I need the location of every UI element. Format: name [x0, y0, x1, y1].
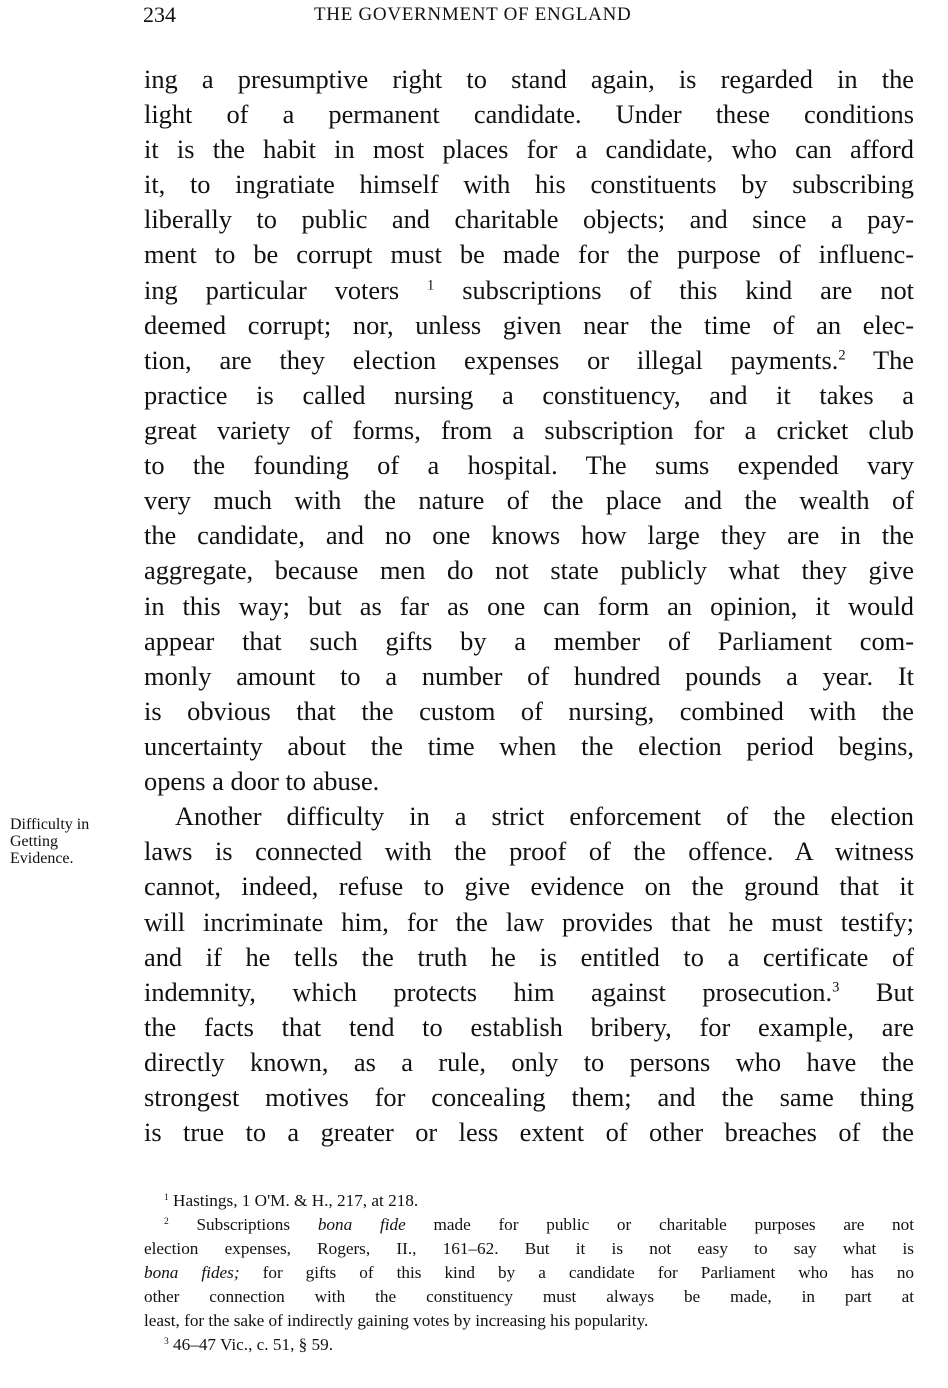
- text-line: very much with the nature of the place and the wealth of: [144, 485, 914, 515]
- footnote-text: 46–47 Vic., c. 51, § 59.: [173, 1335, 334, 1354]
- footnote-line: least, for the sake of indirectly gaining votes by increasing his popularity.: [144, 1311, 649, 1330]
- footnote-mark: 3: [164, 1336, 169, 1347]
- text-line: practice is called nursing a constituency, and it takes a: [144, 380, 914, 410]
- text-line: appear that such gifts by a member of Parliament com-: [144, 626, 914, 656]
- text-line: is true to a greater or less extent of other breaches of the: [144, 1117, 914, 1147]
- text-line: cannot, indeed, refuse to give evidence on the ground that it: [144, 871, 914, 901]
- text-line: light of a permanent candidate. Under these conditions: [144, 99, 914, 129]
- text-line: liberally to public and charitable objects; and since a pay-: [144, 204, 914, 234]
- text-line: ment to be corrupt must be made for the purpose of influenc-: [144, 239, 914, 269]
- footnote-text: Hastings, 1 O'M. & H., 217, at 218.: [173, 1191, 419, 1210]
- text-line: opens a door to abuse.: [144, 766, 380, 796]
- text-line: the facts that tend to establish bribery, for example, are: [144, 1012, 914, 1042]
- footnote-line: [144, 1264, 914, 1281]
- text-line: great variety of forms, from a subscription for a cricket club: [144, 415, 914, 445]
- text-line: aggregate, because men do not state publicly what they give: [144, 555, 914, 585]
- footnote-ref: 1: [427, 277, 435, 294]
- margin-note-line: Getting: [10, 833, 58, 850]
- text-line: laws is connected with the proof of the offence. A witness: [144, 836, 914, 866]
- text-line: [144, 979, 914, 1005]
- text-line: it, to ingratiate himself with his constituents by subscribing: [144, 169, 914, 199]
- footnote-line: election expenses, Rogers, II., 161–62. But it is not easy to say what is: [144, 1239, 914, 1258]
- text-line: ing a presumptive right to stand again, is regarded in the: [144, 64, 914, 94]
- footnote-text: made for public or charitable purposes are not: [433, 1215, 915, 1234]
- text-line: to the founding of a hospital. The sums expended vary: [144, 450, 914, 480]
- text-line: deemed corrupt; nor, unless given near the time of an elec-: [144, 310, 914, 340]
- text-line: monly amount to a number of hundred pounds a year. It: [144, 661, 914, 691]
- footnote-1: [164, 1192, 914, 1209]
- text-line: Another difficulty in a strict enforcement of the election: [175, 801, 914, 831]
- margin-note: [10, 816, 135, 867]
- margin-note-line: Difficulty in: [10, 816, 90, 833]
- text-segment: tion, are they election expenses or illegal payments.: [144, 345, 839, 375]
- text-line: [144, 347, 914, 373]
- footnote-3: [164, 1336, 914, 1353]
- text-line: it is the habit in most places for a candidate, who can afford: [144, 134, 914, 164]
- text-line: the candidate, and no one knows how large they are in the: [144, 520, 914, 550]
- text-segment: subscriptions of this kind are not: [462, 275, 914, 305]
- footnote-2: [164, 1216, 914, 1233]
- footnote-mark: 1: [164, 1192, 169, 1203]
- text-line: will incriminate him, for the law provides that he must testify;: [144, 907, 914, 937]
- text-line: uncertainty about the time when the election period begins,: [144, 731, 914, 761]
- footnote-text: Subscriptions: [196, 1215, 291, 1234]
- text-segment: indemnity, which protects him against prosecution.: [144, 977, 833, 1007]
- text-line: strongest motives for concealing them; and the same thing: [144, 1082, 914, 1112]
- text-line: directly known, as a rule, only to persons who have the: [144, 1047, 914, 1077]
- text-line: is obvious that the custom of nursing, combined with the: [144, 696, 914, 726]
- footnote-line: other connection with the constituency must always be made, in part at: [144, 1287, 914, 1306]
- footnote-text: for gifts of this kind by a candidate for Parliament who has no: [262, 1263, 915, 1282]
- page-header: [0, 2, 948, 32]
- footnote-ref: 3: [832, 979, 840, 996]
- page-number: 234: [143, 2, 176, 27]
- text-line: in this way; but as far as one can form an opinion, it would: [144, 591, 914, 621]
- footnote-italic: bona fides;: [144, 1263, 240, 1282]
- running-head: THE GOVERNMENT OF ENGLAND: [314, 4, 632, 25]
- text-segment: The: [872, 345, 914, 375]
- footnote-italic: bona fide: [317, 1215, 406, 1234]
- margin-note-line: Evidence.: [10, 850, 74, 867]
- text-line: and if he tells the truth he is entitled to a certificate of: [144, 942, 914, 972]
- text-segment: But: [875, 977, 914, 1007]
- text-segment: ing particular voters: [144, 275, 400, 305]
- text-line: [144, 277, 914, 303]
- footnote-ref: 2: [838, 347, 846, 364]
- footnote-mark: 2: [164, 1216, 169, 1227]
